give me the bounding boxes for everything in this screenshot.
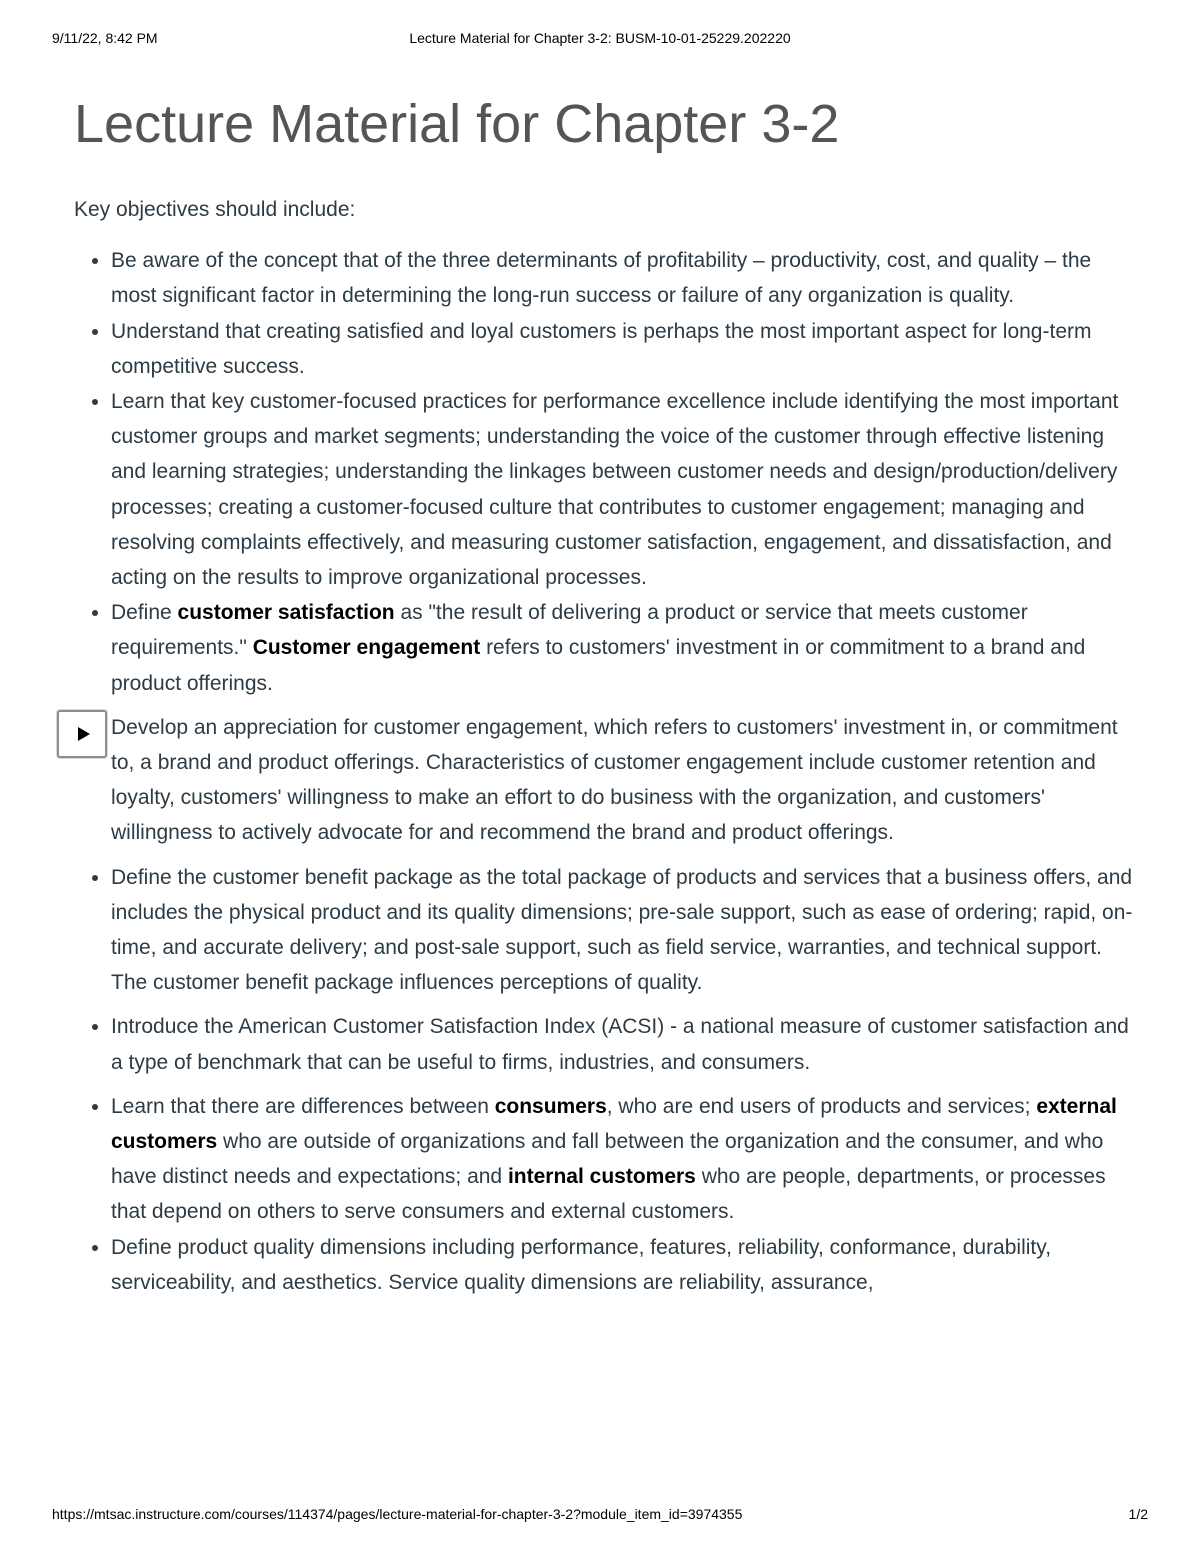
list-item: • Learn that key customer-focused practices for performance excellence include identifying the most important customer groups and market segments; understanding the voice of the customer through effective listening and learning strategies; understanding the linkages between customer needs and design/production/delivery processes; creating a customer-focused culture that contributes to customer engagement; managing and resolving complaints effectively, and measuring customer satisfaction, engagement, and dissatisfaction, and acting on the results to improve organizational processes. (111, 384, 1134, 595)
item-text: refers to customers' investment in or commitment to a brand and product offerings. (111, 636, 1086, 695)
print-timestamp: 9/11/22, 8:42 PM (52, 30, 158, 46)
term-internal-customers: internal customers (507, 1165, 696, 1189)
list-item (111, 1089, 1134, 1230)
item-text: as "the result of delivering a product or service that meets customer requirements." (111, 601, 1028, 660)
item-text: who are people, departments, or processes that depend on others to serve consumers and external customers. (111, 1165, 1106, 1224)
item-text: who are outside of organizations and fall between the organization and the consumer, and who have distinct needs and expectations; and (111, 1130, 1104, 1189)
list-item: • Understand that creating satisfied and loyal customers is perhaps the most important aspect for long-term competitive success. (111, 314, 1134, 384)
term-external-customers: external customers (111, 1094, 1117, 1154)
term-consumers: consumers (494, 1094, 607, 1118)
item-text: Learn that there are differences between (111, 1094, 495, 1118)
print-document-title: Lecture Material for Chapter 3-2: BUSM-10-01-25229.202220 (409, 30, 791, 46)
page-title: Lecture Material for Chapter 3-2 (74, 94, 840, 154)
print-page-number: 1/2 (1128, 1506, 1148, 1522)
objectives-list (74, 243, 1134, 1300)
list-item: • Define product quality dimensions including performance, features, reliability, conformance, durability, serviceability, and aesthetics. Service quality dimensions are reliability, assurance, (111, 1230, 1134, 1300)
print-header (52, 30, 1148, 50)
term-customer-engagement: Customer engagement (252, 636, 481, 660)
list-item: • Introduce the American Customer Satisfaction Index (ACSI) - a national measure of customer satisfaction and a type of benchmark that can be useful to firms, industries, and consumers. (111, 1009, 1134, 1079)
play-icon (78, 727, 90, 741)
print-footer (52, 1506, 1148, 1526)
list-item (111, 595, 1134, 701)
print-page-url: https://mtsac.instructure.com/courses/114374/pages/lecture-material-for-chapter-3-2?module_item_id=3974355 (52, 1506, 743, 1522)
intro-text: Key objectives should include: (74, 198, 356, 221)
term-customer-satisfaction: customer satisfaction (177, 601, 395, 625)
item-text: Define (111, 601, 178, 625)
media-play-button[interactable] (57, 710, 107, 758)
item-text: , who are end users of products and services; (606, 1094, 1037, 1118)
list-item: • Define the customer benefit package as the total package of products and services that a business offers, and includes the physical product and its quality dimensions; pre-sale support, such as ease of ordering; rapid, on-time, and accurate delivery; and post-sale support, such as field service, warranties, and technical support. The customer benefit package influences perceptions of quality. (111, 860, 1134, 1001)
list-item: • Develop an appreciation for customer engagement, which refers to customers' investment in, or commitment to, a brand and product offerings. Characteristics of customer engagement include customer retention and loyalty, customers' willingness to make an effort to do business with the organization, and customers' willingness to actively advocate for and recommend the brand and product offerings. (111, 710, 1134, 851)
list-item: • Be aware of the concept that of the three determinants of profitability – productivity, cost, and quality – the most significant factor in determining the long-run success or failure of any organization is quality. (111, 243, 1134, 313)
page-content (74, 192, 1134, 1300)
